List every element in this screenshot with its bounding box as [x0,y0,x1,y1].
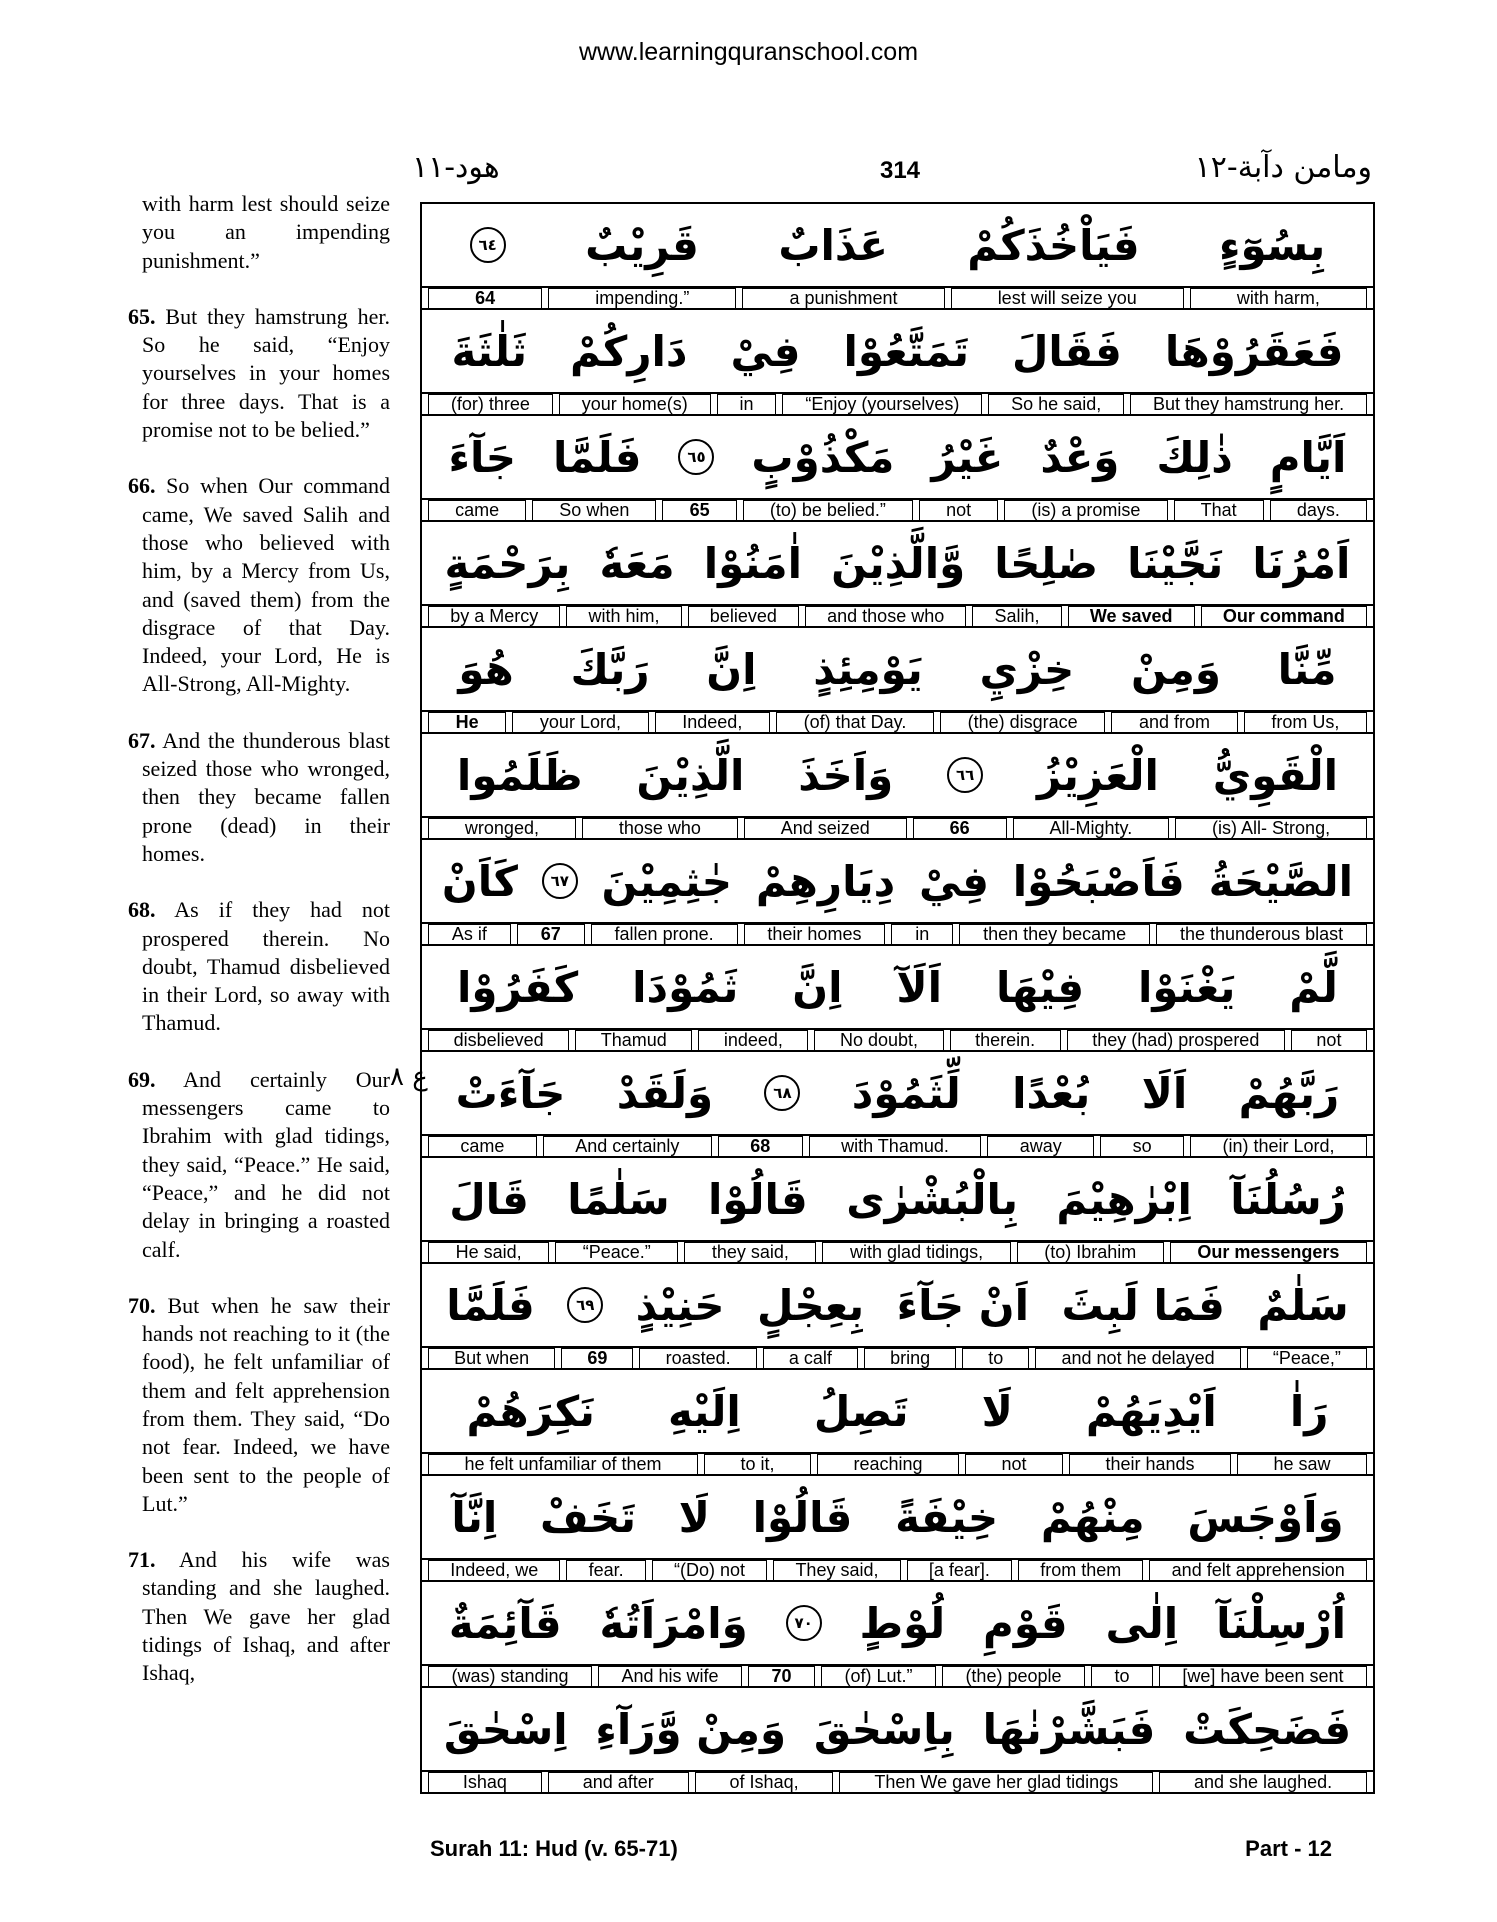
arabic-word: جٰثِمِيْنَ [601,856,733,906]
commentary-text: As if they had not prospered therein. No doubt, Thamud disbelieved in their Lord, so away with Thamud. [142,897,390,1036]
arabic-line [422,1158,1373,1242]
arabic-line [422,416,1373,500]
arabic-word: يَغْنَوْا [1137,962,1236,1012]
arabic-word: رَبَّكَ [570,644,650,694]
translation-cell: then they became [959,924,1150,944]
arabic-word: ثَلٰثَةَ [451,326,528,376]
verse-row [422,734,1373,840]
arabic-word: حَنِيْذٍ [635,1280,725,1330]
arabic-word: بِعِجْلٍ [756,1280,865,1330]
translation-cell: with harm, [1190,288,1367,308]
translation-cell: from them [1018,1560,1143,1580]
arabic-word: اَلَا [1141,1068,1188,1118]
ayah-end-marker: ٦٧ [542,863,578,899]
translation-cell: your home(s) [559,394,711,414]
arabic-line [422,310,1373,394]
arabic-word: بِالْبُشْرٰى [846,1174,1019,1224]
arabic-word: اَنْ جَآءَ [896,1280,1030,1330]
arabic-word: وَاَخَذَ [798,750,894,800]
translation-cell: Indeed, we [428,1560,560,1580]
translation-cell: fallen prone. [591,924,738,944]
translation-cell: Our command [1201,606,1367,626]
arabic-word: فَضَحِكَتْ [1183,1704,1352,1754]
verse-row [422,1476,1373,1582]
ayah-end-marker: ٦٤ [470,227,506,263]
translation-cell: a calf [763,1348,858,1368]
arabic-word: فَبَشَّرْنٰهَا [982,1704,1156,1754]
arabic-word: لَّمْ [1289,962,1338,1012]
translation-cell: not [965,1454,1063,1474]
translation-line [422,1348,1373,1368]
translation-cell: As if [428,924,511,944]
translation-cell: No doubt, [814,1030,943,1050]
translation-cell: 66 [913,818,1007,838]
translation-cell: But they hamstrung her. [1130,394,1367,414]
arabic-word: وَمِنْ وَّرَآءِ [595,1704,787,1754]
commentary-text: And certainly Our messengers came to Ibrahim with glad tidings, they said, “Peace.” He said, “Peace,” and he did not delay in bringing a roasted calf. [142,1066,390,1262]
verse-number: 70. [128,1292,156,1318]
translation-line [422,1666,1373,1686]
translation-cell: and she laughed. [1159,1772,1367,1792]
arabic-line [422,628,1373,712]
translation-cell: Indeed, [655,712,770,732]
translation-cell: your Lord, [512,712,648,732]
commentary-paragraph [128,1292,390,1518]
translation-cell: indeed, [698,1030,808,1050]
translation-cell: came [428,500,526,520]
arabic-word: وَّالَّذِيْنَ [831,538,966,588]
arabic-word: اِنَّ [706,644,757,694]
arabic-word: اَيْدِيَهُمْ [1085,1386,1217,1436]
verse-row [422,1688,1373,1794]
translation-cell: their homes [744,924,886,944]
ruku-mark: ع ٨ [390,1062,428,1092]
arabic-word: تَصِلُ [813,1386,909,1436]
commentary-column [128,190,390,1688]
arabic-line [422,1476,1373,1560]
translation-cell: away [987,1136,1094,1156]
arabic-word: لُوْطٍ [859,1598,946,1648]
arabic-word: مَعَهٗ [599,538,675,588]
arabic-word: اَلَآ [896,962,943,1012]
arabic-word: يَوْمِئِذٍ [813,644,923,694]
arabic-word: لَا [981,1386,1013,1436]
arabic-word: عَذَابٌ [778,220,888,270]
arabic-word: فَيَاْخُذَكُمْ [967,220,1140,270]
translation-line [422,1772,1373,1792]
translation-cell: he felt unfamiliar of them [428,1454,698,1474]
arabic-word: الْقَوِيُّ [1212,750,1338,800]
translation-cell: 68 [718,1136,803,1156]
arabic-line [422,1052,1373,1136]
arabic-word: اِلٰى [1105,1598,1179,1648]
translation-cell: Thamud [575,1030,692,1050]
verse-row [422,840,1373,946]
arabic-word: اِبْرٰهِيْمَ [1056,1174,1192,1224]
translation-cell: (of) Lut.” [821,1666,936,1686]
arabic-word: وَاَوْجَسَ [1187,1492,1344,1542]
translation-line [422,606,1373,626]
translation-cell: And seized [744,818,907,838]
translation-line [422,394,1373,414]
translation-cell: (is) All- Strong, [1175,818,1367,838]
arabic-word: اٰمَنُوْا [703,538,802,588]
arabic-line [422,1688,1373,1772]
verse-row [422,1370,1373,1476]
page-number: 314 [879,157,921,184]
translation-cell: (the) people [942,1666,1085,1686]
translation-cell: 67 [517,924,585,944]
ayah-end-marker: ٦٥ [678,439,714,475]
translation-line [422,1136,1373,1156]
arabic-word: اَمْرُنَا [1252,538,1351,588]
translation-cell: [we] have been sent [1159,1666,1367,1686]
arabic-word: فَاَصْبَحُوْا [1012,856,1185,906]
translation-cell: “Peace,” [1247,1348,1367,1368]
verse-row [422,1582,1373,1688]
translation-cell: lest will seize you [951,288,1184,308]
translation-cell: Salih, [972,606,1061,626]
translation-cell: And certainly [543,1136,712,1156]
footer-surah-reference: Surah 11: Hud (v. 65-71) [430,1836,678,1861]
translation-cell: fear. [566,1560,645,1580]
arabic-word: فِيْ [730,326,801,376]
translation-cell: a punishment [742,288,944,308]
translation-cell: their hands [1069,1454,1231,1474]
verse-row [422,1158,1373,1264]
arabic-line [422,522,1373,606]
arabic-word: اِنَّآ [451,1492,498,1542]
translation-cell: All-Mighty. [1013,818,1170,838]
translation-cell: “Enjoy (yourselves) [782,394,982,414]
translation-cell: and after [548,1772,689,1792]
arabic-word: اَيَّامٍ [1269,432,1347,482]
translation-cell: They said, [773,1560,900,1580]
arabic-line [422,734,1373,818]
translation-cell: impending.” [548,288,736,308]
translation-cell: believed [688,606,799,626]
arabic-line [422,840,1373,924]
arabic-line [422,1582,1373,1666]
translation-cell: came [428,1136,537,1156]
arabic-word: فَلَمَّا [552,432,642,482]
arabic-word: جَآءَ [448,432,516,482]
translation-cell: those who [582,818,738,838]
translation-cell: “Peace.” [555,1242,678,1262]
arabic-word: قَالُوْا [752,1492,853,1542]
commentary-text: And the thunderous blast seized those who wronged, then they became fallen prone (dead) in their homes. [142,727,390,866]
translation-cell: in [717,394,777,414]
translation-line [422,924,1373,944]
arabic-word: قَالَ [449,1174,529,1224]
arabic-word: الْعَزِيْزُ [1037,750,1159,800]
translation-cell: of Ishaq, [695,1772,834,1792]
translation-cell: (is) a promise [1004,500,1167,520]
arabic-word: مِّنَّا [1277,644,1337,694]
verse-row [422,1052,1373,1158]
verse-row [422,310,1373,416]
arabic-word: ذٰلِكَ [1156,432,1233,482]
ayah-end-marker: ٦٨ [764,1075,800,1111]
arabic-word: فَمَا لَبِثَ [1061,1280,1225,1330]
commentary-text: But they hamstrung her. So he said, “Enjoy yourselves in your homes for three days. That is a promise not to be belied.” [142,303,391,443]
translation-cell: Our messengers [1170,1242,1367,1262]
arabic-word: وَعْدٌ [1040,432,1120,482]
arabic-word: وَمِنْ [1131,644,1221,694]
arabic-word: فِيْ [918,856,989,906]
translation-cell: with glad tidings, [822,1242,1010,1262]
arabic-word: كَفَرُوْا [456,962,579,1012]
translation-line [422,288,1373,308]
translation-cell: they said, [684,1242,816,1262]
arabic-word: مِنْهُمْ [1040,1492,1145,1542]
verse-row [422,1264,1373,1370]
translation-cell: 65 [662,500,736,520]
translation-cell: in [891,924,953,944]
translation-cell: days. [1270,500,1367,520]
translation-cell: with him, [566,606,681,626]
ayah-end-marker: ٧٠ [786,1605,822,1641]
arabic-line [422,1264,1373,1348]
arabic-word: فَعَقَرُوْهَا [1164,326,1344,376]
translation-cell: (to) Ibrahim [1017,1242,1164,1262]
verse-number: 67. [128,727,156,753]
translation-cell: We saved [1068,606,1195,626]
translation-cell: so [1100,1136,1184,1156]
translation-cell: (for) three [428,394,553,414]
translation-cell: he saw [1237,1454,1367,1474]
arabic-word: رَاٰ [1289,1386,1329,1436]
commentary-paragraph [128,472,391,698]
verse-number: 71. [128,1547,156,1573]
translation-cell: (the) disgrace [940,712,1105,732]
arabic-word: ثَمُوْدَا [632,962,739,1012]
arabic-word: الَّذِيْنَ [636,750,745,800]
arabic-word: خِزْيِ [979,644,1075,694]
arabic-word: نَكِرَهُمْ [466,1386,595,1436]
arabic-word: ظَلَمُوا [456,750,583,800]
arabic-word: وَامْرَاَتُهٗ [599,1598,748,1648]
arabic-word: تَخَفْ [539,1492,636,1542]
arabic-word: الصَّيْحَةُ [1208,856,1354,906]
translation-cell: and not he delayed [1035,1348,1240,1368]
translation-cell: (was) standing [428,1666,592,1686]
arabic-word: صٰلِحًا [994,538,1099,588]
word-by-word-grid [420,202,1375,1794]
verse-number: 68. [128,897,156,923]
footer-part: Part - 12 [1245,1836,1332,1861]
header-surah-name: هود-١١ [412,150,500,185]
translation-cell: roasted. [639,1348,756,1368]
arabic-word: مَكْذُوْبٍ [751,432,895,482]
translation-line [422,1242,1373,1262]
arabic-word: لَا [678,1492,710,1542]
arabic-word: فَلَمَّا [446,1280,535,1330]
arabic-word: لِّثَمُوْدَ [851,1068,961,1118]
translation-cell: to [1091,1666,1153,1686]
commentary-paragraph [128,727,390,868]
arabic-word: بِرَحْمَةٍ [444,538,571,588]
arabic-word: دِيَارِهِمْ [755,856,896,906]
translation-cell: [a fear]. [907,1560,1012,1580]
translation-cell: therein. [950,1030,1061,1050]
arabic-word: قَوْمِ [983,1598,1068,1648]
arabic-word: تَمَتَّعُوْا [843,326,969,376]
arabic-word: قَآئِمَةٌ [448,1598,562,1648]
verse-row [422,416,1373,522]
translation-cell: reaching [817,1454,959,1474]
translation-cell: from Us, [1244,712,1367,732]
translation-cell: the thunderous blast [1156,924,1367,944]
translation-cell: (of) that Day. [776,712,934,732]
translation-line [422,1030,1373,1050]
arabic-word: كَاَنْ [441,856,518,906]
translation-cell: and felt apprehension [1149,1560,1367,1580]
arabic-word: اِلَيْهِ [667,1386,741,1436]
translation-cell: That [1174,500,1264,520]
arabic-word: بُعْدًا [1012,1068,1091,1118]
arabic-word: وَلَقَدْ [616,1068,714,1118]
arabic-word: خِيْفَةً [895,1492,999,1542]
arabic-word: جَآءَتْ [455,1068,566,1118]
arabic-word: رُسُلُنَآ [1230,1174,1346,1224]
arabic-word: قَرِيْبٌ [585,220,699,270]
translation-line [422,818,1373,838]
ayah-end-marker: ٦٩ [567,1287,603,1323]
translation-cell: with Thamud. [809,1136,982,1156]
translation-cell: He [428,712,506,732]
translation-line [422,500,1373,520]
translation-cell: they (had) prospered [1067,1030,1285,1050]
translation-cell: and those who [805,606,966,626]
translation-cell: by a Mercy [428,606,560,626]
arabic-word: بِسُوٓءٍ [1218,220,1326,270]
arabic-word: سَلٰمٌ [1257,1280,1349,1330]
arabic-word: هُوَ [458,644,514,694]
translation-line [422,1454,1373,1474]
translation-line [422,712,1373,732]
translation-cell: and from [1111,712,1237,732]
verse-number: 69. [128,1066,156,1092]
arabic-line [422,946,1373,1030]
commentary-paragraph [128,1066,390,1264]
arabic-word: قَالُوْا [708,1174,808,1224]
translation-cell: disbelieved [428,1030,569,1050]
verse-number: 65. [128,303,156,329]
verse-number: 66. [128,473,156,499]
arabic-word: فَقَالَ [1011,326,1122,376]
translation-cell: (to) be belied.” [743,500,913,520]
translation-cell: 70 [748,1666,815,1686]
translation-cell: to [962,1348,1029,1368]
arabic-word: فِيْهَا [995,962,1085,1012]
verse-row [422,946,1373,1052]
translation-cell: “(Do) not [652,1560,767,1580]
translation-cell: wronged, [428,818,576,838]
verse-row [422,522,1373,628]
translation-cell: 69 [561,1348,633,1368]
commentary-paragraph [128,1546,390,1687]
translation-cell: So he said, [988,394,1124,414]
commentary-paragraph [142,190,390,275]
arabic-word: دَارِكُمْ [570,326,688,376]
translation-cell: Ishaq [428,1772,542,1792]
arabic-word: سَلٰمًا [567,1174,670,1224]
verse-row [422,628,1373,734]
arabic-word: نَجَّيْنَا [1127,538,1224,588]
translation-cell: But when [428,1348,555,1368]
website-url: www.learningquranschool.com [578,38,919,66]
arabic-word: اِنَّ [792,962,843,1012]
arabic-word: رَبَّهُمْ [1238,1068,1340,1118]
translation-cell: to it, [704,1454,811,1474]
arabic-word: اِسْحٰقَ [443,1704,568,1754]
arabic-line [422,1370,1373,1454]
translation-cell: And his wife [598,1666,742,1686]
arabic-word: اُرْسِلْنَآ [1216,1598,1346,1648]
translation-line [422,1560,1373,1580]
ayah-end-marker: ٦٦ [947,757,983,793]
header-juz-name: ومامن دآبة-١٢ [1194,150,1372,185]
translation-cell: not [1291,1030,1367,1050]
translation-cell: not [919,500,998,520]
commentary-text: And his wife was standing and she laughed. Then We gave her glad tidings of Ishaq, and after Ishaq, [142,1547,390,1686]
arabic-line [422,204,1373,288]
translation-cell: (in) their Lord, [1190,1136,1367,1156]
translation-cell: 64 [428,288,542,308]
translation-cell: So when [532,500,656,520]
arabic-word: بِاِسْحٰقَ [813,1704,955,1754]
commentary-paragraph [128,896,390,1037]
commentary-text: So when Our command came, We saved Salih and those who believed with him, by a Mercy from Us, and (saved them) from the disgrace of that Day. Indeed, your Lord, He is All-Strong, All-Mighty. [142,473,391,697]
translation-cell: Then We gave her glad tidings [839,1772,1153,1792]
arabic-word: غَيْرُ [931,432,1004,482]
commentary-paragraph [128,303,391,444]
verse-row [422,204,1373,310]
translation-cell: He said, [428,1242,549,1262]
translation-cell: bring [864,1348,956,1368]
commentary-text: But when he saw their hands not reaching to it (the food), he felt unfamiliar of them and felt apprehension from them. They said, “Do not fear. Indeed, we have been sent to the people of Lut.” [142,1292,390,1516]
commentary-text: with harm lest should seize you an impending punishment.” [142,191,390,273]
